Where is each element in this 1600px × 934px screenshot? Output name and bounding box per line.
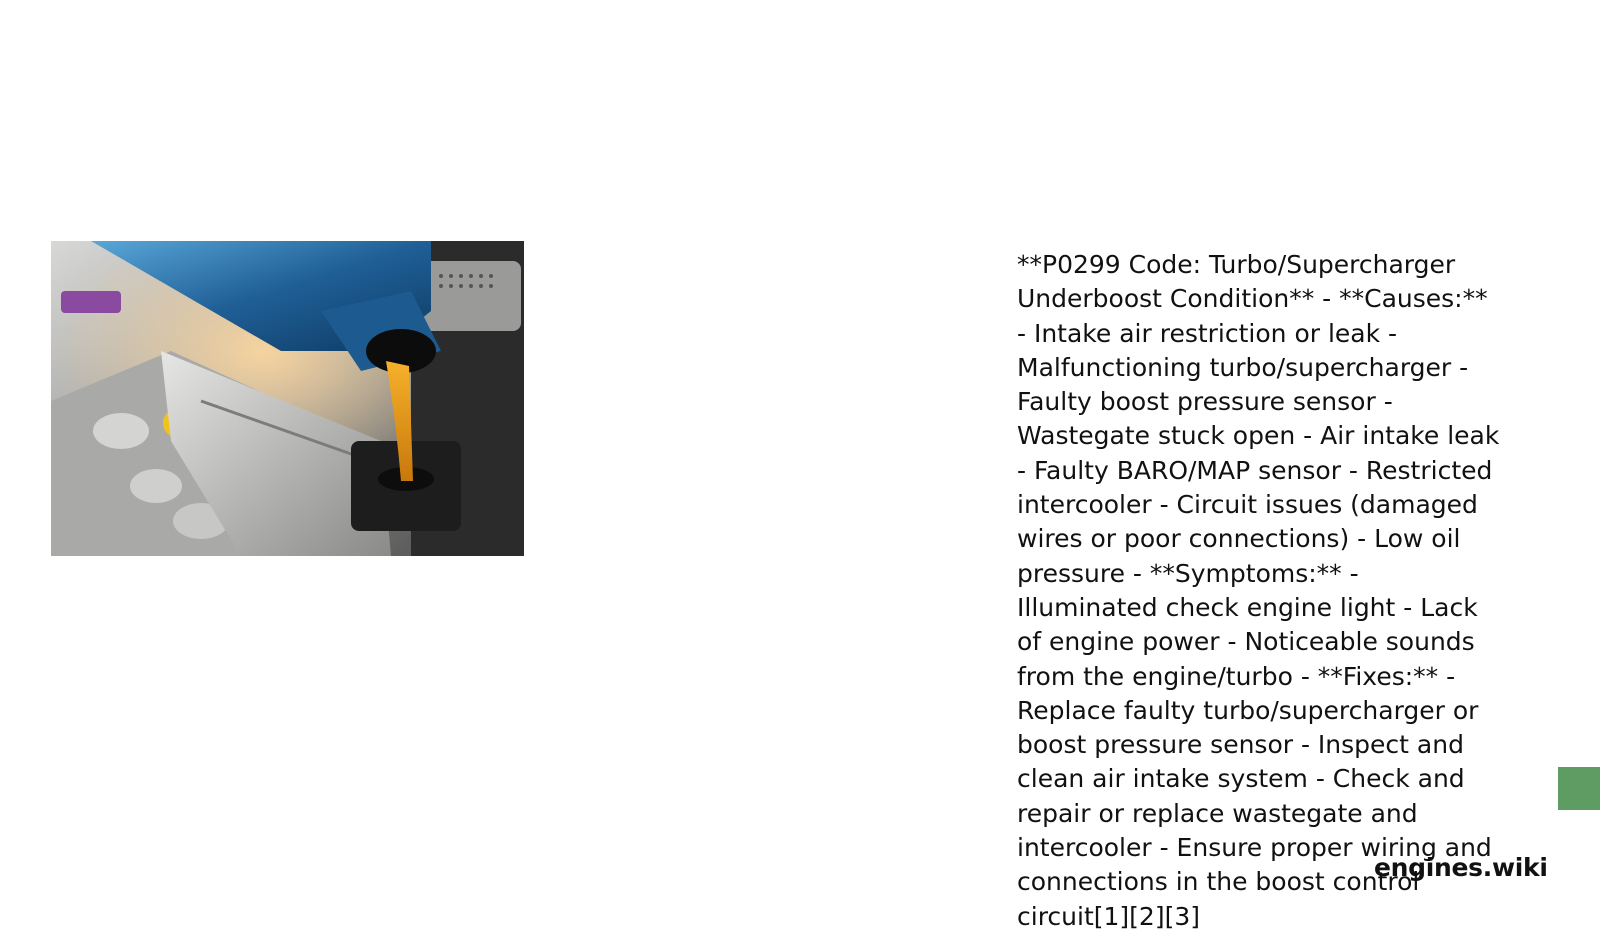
engine-oil-photo: [51, 241, 524, 556]
side-tab[interactable]: [1558, 767, 1600, 810]
code-description-text: **P0299 Code: Turbo/Supercharger Underboost Condition** - **Causes:** - Intake air restriction or leak - Malfunctioning turbo/supercharger - Faulty boost pressure sensor - Wastegate stuck open - Air intake leak - Faulty BARO/MAP sensor - Restricted intercooler - Circuit issues (damaged wires or poor connections) - Low oil pressure - **Symptoms:** - Illuminated check engine light - Lack of engine power - Noticeable sounds from the engine/turbo - **Fixes:** - Replace faulty turbo/supercharger or boost pressure sensor - Inspect and clean air intake system - Check and repair or replace wastegate and intercooler - Ensure proper wiring and connections in the boost control circuit[1][2][3]: [1017, 250, 1500, 931]
site-watermark: engines.wiki: [1374, 853, 1548, 882]
